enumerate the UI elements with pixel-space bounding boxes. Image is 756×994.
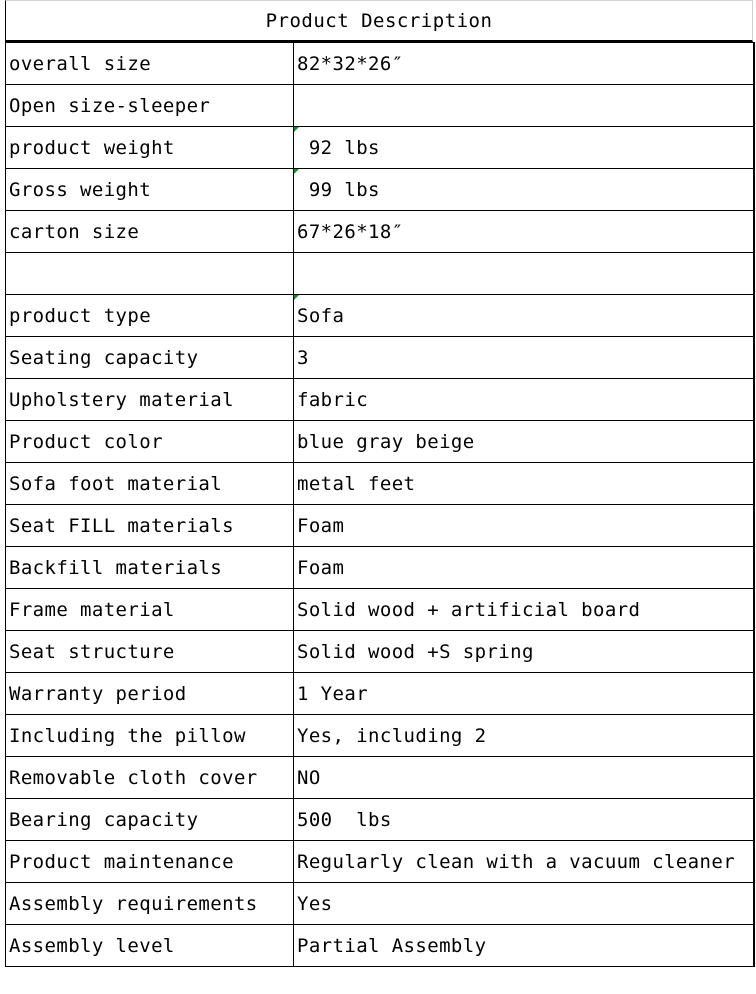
row-value[interactable]: Partial Assembly	[294, 925, 754, 967]
row-label[interactable]: Seating capacity	[6, 337, 294, 379]
row-value[interactable]: Yes	[294, 883, 754, 925]
row-value: Sofa	[297, 304, 345, 327]
row-value: 92 lbs	[297, 136, 380, 159]
table-row	[6, 295, 754, 337]
row-label[interactable]: Product color	[6, 421, 294, 463]
row-label[interactable]: Bearing capacity	[6, 799, 294, 841]
table-row	[6, 673, 754, 715]
table-row	[6, 463, 754, 505]
row-value[interactable]: Solid wood +S spring	[294, 631, 754, 673]
table-row	[6, 253, 754, 295]
row-value[interactable]: 3	[294, 337, 754, 379]
table-row	[6, 379, 754, 421]
table-row	[6, 799, 754, 841]
table-row	[6, 883, 754, 925]
row-label[interactable]: Sofa foot material	[6, 463, 294, 505]
spec-table	[5, 42, 755, 967]
row-label[interactable]: product weight	[6, 127, 294, 169]
table-row	[6, 715, 754, 757]
row-value[interactable]: blue gray beige	[294, 421, 754, 463]
table-row	[6, 337, 754, 379]
table-row	[6, 421, 754, 463]
row-label[interactable]: Gross weight	[6, 169, 294, 211]
table-row	[6, 169, 754, 211]
row-value[interactable]: Foam	[294, 547, 754, 589]
table-row	[6, 505, 754, 547]
table-row	[6, 631, 754, 673]
row-label[interactable]: Backfill materials	[6, 547, 294, 589]
row-label[interactable]: Seat FILL materials	[6, 505, 294, 547]
row-label[interactable]: carton size	[6, 211, 294, 253]
row-label[interactable]: product type	[6, 295, 294, 337]
table-row	[6, 43, 754, 85]
row-value[interactable]: 1 Year	[294, 673, 754, 715]
row-label[interactable]: Frame material	[6, 589, 294, 631]
row-value[interactable]: 500 lbs	[294, 799, 754, 841]
row-label[interactable]: Assembly level	[6, 925, 294, 967]
table-row	[6, 127, 754, 169]
row-value[interactable]: metal feet	[294, 463, 754, 505]
table-row	[6, 841, 754, 883]
row-value[interactable]: Regularly clean with a vacuum cleaner	[294, 841, 754, 883]
row-label[interactable]: Open size-sleeper	[6, 85, 294, 127]
row-label[interactable]	[6, 253, 294, 295]
row-value[interactable]: 82*32*26″	[294, 43, 754, 85]
cell-marker-icon	[294, 295, 299, 300]
row-label[interactable]: Warranty period	[6, 673, 294, 715]
row-value[interactable]: Solid wood + artificial board	[294, 589, 754, 631]
row-label[interactable]: Seat structure	[6, 631, 294, 673]
row-value[interactable]	[294, 85, 754, 127]
table-row	[6, 211, 754, 253]
table-row	[6, 589, 754, 631]
row-value-with-marker[interactable]	[294, 127, 754, 169]
cell-marker-icon	[294, 169, 299, 174]
row-value[interactable]: Foam	[294, 505, 754, 547]
row-label[interactable]: Assembly requirements	[6, 883, 294, 925]
row-label[interactable]: Product maintenance	[6, 841, 294, 883]
table-title: Product Description	[5, 0, 753, 42]
cell-marker-icon	[294, 127, 299, 132]
row-value[interactable]: fabric	[294, 379, 754, 421]
row-label[interactable]: Upholstery material	[6, 379, 294, 421]
row-label[interactable]: overall size	[6, 43, 294, 85]
table-row	[6, 757, 754, 799]
row-value[interactable]: Yes, including 2	[294, 715, 754, 757]
spec-sheet	[5, 0, 753, 967]
row-label[interactable]: Removable cloth cover	[6, 757, 294, 799]
row-value[interactable]: NO	[294, 757, 754, 799]
row-value[interactable]: 67*26*18″	[294, 211, 754, 253]
row-value: 99 lbs	[297, 178, 380, 201]
row-label[interactable]: Including the pillow	[6, 715, 294, 757]
row-value-with-marker[interactable]	[294, 295, 754, 337]
table-row	[6, 925, 754, 967]
row-value[interactable]	[294, 253, 754, 295]
row-value-with-marker[interactable]	[294, 169, 754, 211]
table-row	[6, 547, 754, 589]
table-row	[6, 85, 754, 127]
